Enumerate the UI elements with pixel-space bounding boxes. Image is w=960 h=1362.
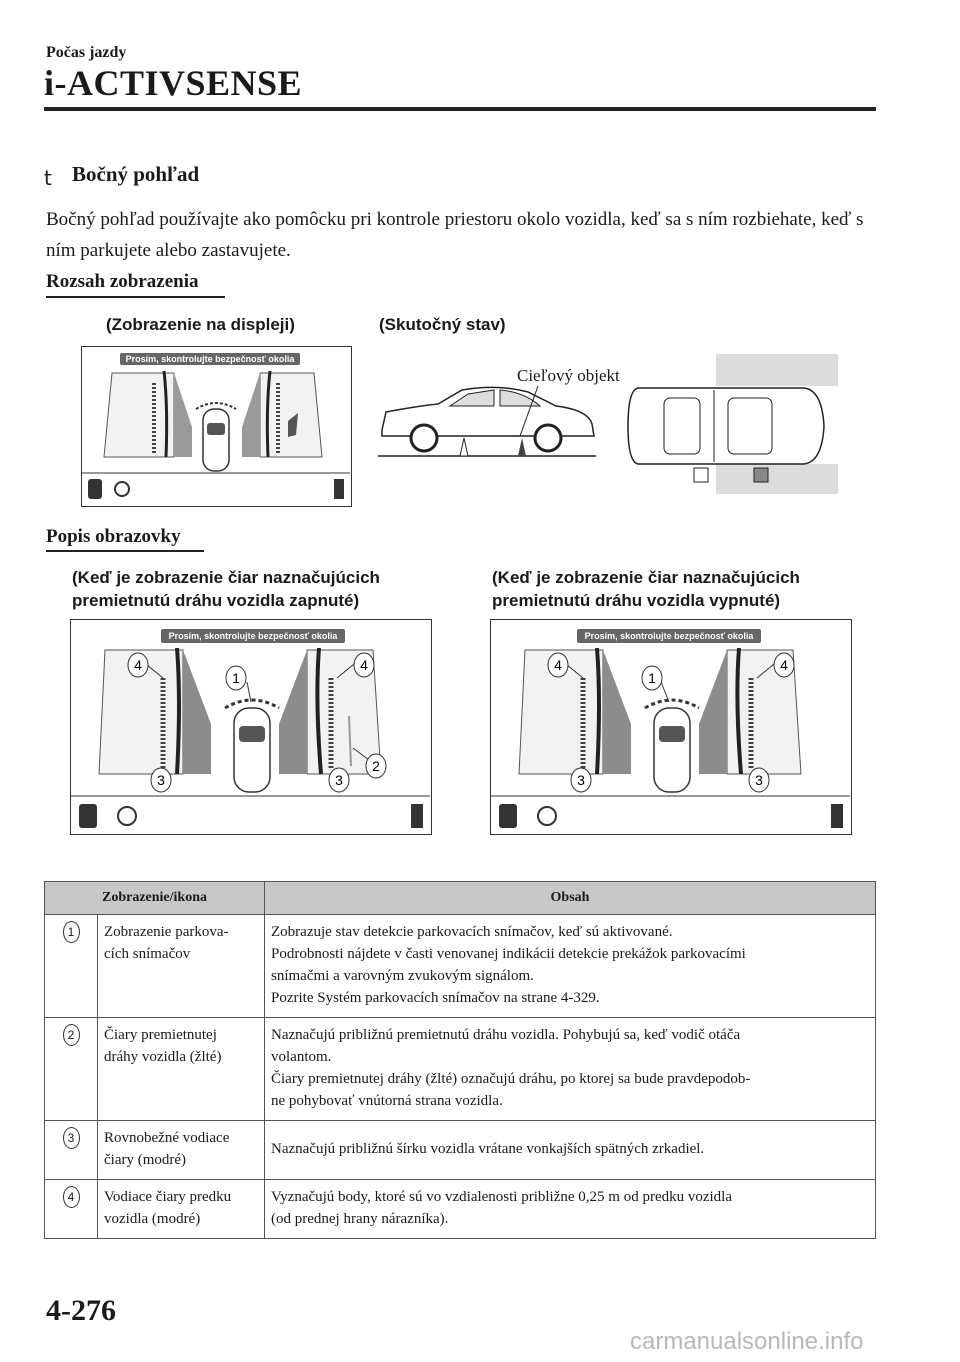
row-name [98,1180,265,1239]
callout-1: 1 [648,670,656,686]
display-range-underline [46,296,225,298]
row-number: 4 [63,1186,80,1208]
row-number: 3 [63,1127,80,1149]
row-name [98,1121,265,1180]
callout-4-right: 4 [780,657,788,673]
screen-banner-text: Prosím, skontrolujte bezpečnosť okolia [584,631,754,641]
row-name [98,1018,265,1121]
table-header-row [45,882,876,915]
row-name-line: čiary (modré) [104,1152,187,1168]
row-name-line: Rovnobežné vodiace [104,1130,230,1146]
row-content-line: (od prednej hrany nárazníka). [271,1211,449,1227]
row-number: 1 [63,921,80,943]
caption-lines-on-line1: (Keď je zobrazenie čiar naznačujúcich [72,568,380,587]
caption-lines-off-line2: premietnutú dráhu vozidla vypnuté) [492,591,781,610]
row-content-line: Čiary premietnutej dráhy (žlté) označujú dráhu, po ktorej sa bude pravdepodob- [271,1071,751,1087]
row-content-line: volantom. [271,1049,332,1065]
section-heading: Bočný pohľad [72,162,200,186]
row-content [265,1018,876,1121]
caption-lines-off [492,566,800,612]
callout-3-left: 3 [577,772,585,788]
callout-3-right: 3 [335,772,343,788]
caption-lines-off-line1: (Keď je zobrazenie čiar naznačujúcich [492,568,800,587]
caption-display: (Zobrazenie na displeji) [106,315,295,334]
screen-banner-text: Prosím, skontrolujte bezpečnosť okolia [168,631,338,641]
display-screen-range [81,346,352,507]
row-content [265,1180,876,1239]
row-number-cell [45,1121,98,1180]
row-content-line: snímačmi a varovným zvukovým signálom. [271,968,534,984]
section-label: Počas jazdy [46,44,127,61]
callout-4-right: 4 [360,657,368,673]
caption-lines-on-line2: premietnutú dráhu vozidla zapnuté) [72,591,360,610]
row-number-cell [45,915,98,1018]
callout-4-left: 4 [554,657,562,673]
header-rule [44,107,876,111]
caption-lines-on [72,566,380,612]
row-content-line: Naznačujú približnú šírku vozidla vrátane vonkajších spätných zrkadiel. [271,1141,705,1157]
page-number: 4-276 [46,1294,116,1327]
actual-side-view [378,382,600,460]
row-name-line: vozidla (modré) [104,1211,201,1227]
row-name-line: cích snímačov [104,946,191,962]
screen-description-heading: Popis obrazovky [46,526,181,547]
table-row [45,1180,876,1239]
row-content-line: Zobrazuje stav detekcie parkovacích snímačov, keď sú aktivované. [271,924,673,940]
callout-1: 1 [232,670,240,686]
row-name [98,915,265,1018]
watermark: carmanualsonline.info [630,1328,864,1355]
table-header-content: Obsah [265,882,876,915]
screen-description-underline [46,550,204,552]
row-content-line: Pozrite Systém parkovacích snímačov na strane 4-329. [271,990,600,1006]
caption-actual: (Skutočný stav) [379,315,506,334]
target-label: Cieľový objekt [517,366,620,385]
bullet-icon: t [44,166,52,190]
row-name-line: Vodiace čiary predku [104,1189,232,1205]
chapter-title: i-ACTIVSENSE [44,63,303,103]
table-row [45,1121,876,1180]
callout-2: 2 [372,758,380,774]
row-content-line: Vyznačujú body, ktoré sú vo vzdialenosti približne 0,25 m od predku vozidla [271,1189,733,1205]
table-row [45,915,876,1018]
table-row [45,1018,876,1121]
row-number-cell [45,1180,98,1239]
screen-banner-text: Prosím, skontrolujte bezpečnosť okolia [125,354,295,364]
callout-3-left: 3 [157,772,165,788]
description-table [44,881,876,1239]
row-content-line: ne pohybovať vnútorná strana vozidla. [271,1093,503,1109]
row-name-line: Zobrazenie parkova- [104,924,229,940]
row-number-cell [45,1018,98,1121]
callout-4-left: 4 [134,657,142,673]
actual-top-view [624,354,840,494]
intro-paragraph: Bočný pohľad používajte ako pomôcku pri kontrole priestoru okolo vozidla, keď sa s ním rozbiehate, keď s ním parkujete alebo zastavujete. [46,209,864,261]
display-screen-lines-on [70,619,432,835]
display-range-heading: Rozsah zobrazenia [46,271,199,292]
row-name-line: dráhy vozidla (žlté) [104,1049,222,1065]
row-content [265,1121,876,1180]
row-number: 2 [63,1024,80,1046]
row-content-line: Naznačujú približnú premietnutú dráhu vozidla. Pohybujú sa, keď vodič otáča [271,1027,741,1043]
row-name-line: Čiary premietnutej [104,1027,217,1043]
table-header-display: Zobrazenie/ikona [45,882,265,915]
row-content [265,915,876,1018]
row-content-line: Podrobnosti nájdete v časti venovanej indikácii detekcie prekážok parkovacími [271,946,746,962]
display-screen-lines-off [490,619,852,835]
callout-3-right: 3 [755,772,763,788]
